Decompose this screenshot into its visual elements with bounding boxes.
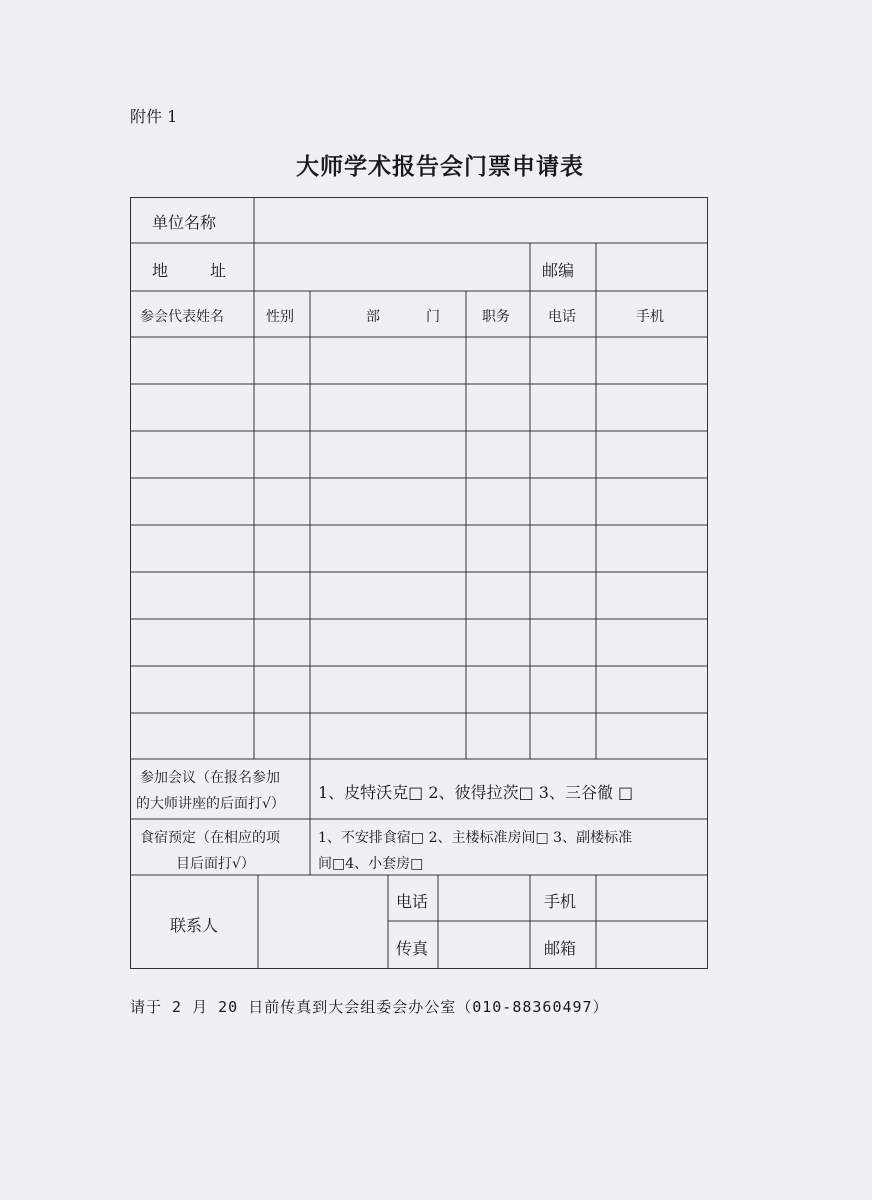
unit-name-label: 单位名称 — [152, 213, 217, 232]
contact-label: 联系人 — [170, 916, 219, 935]
col-mobile: 手机 — [636, 309, 664, 325]
contact-email-label: 邮箱 — [544, 939, 577, 958]
lodging-label-2: 目后面打√） — [176, 856, 255, 872]
col-position: 职务 — [482, 309, 510, 325]
meeting-label-2: 的大师讲座的后面打√） — [136, 796, 285, 812]
col-gender: 性别 — [266, 309, 294, 325]
col-dept-2: 门 — [426, 309, 440, 325]
address-label-2: 址 — [210, 261, 227, 280]
application-form — [130, 197, 708, 969]
address-label-1: 地 — [152, 261, 169, 280]
form-title: 大师学术报告会门票申请表 — [296, 153, 584, 180]
contact-phone-label: 电话 — [396, 892, 429, 911]
lodging-options-1[interactable]: 1、不安排食宿□ 2、主楼标准房间□ 3、副楼标准 — [318, 830, 633, 846]
contact-mobile-label: 手机 — [544, 892, 577, 911]
contact-fax-label: 传真 — [396, 939, 429, 958]
meeting-options[interactable]: 1、皮特沃克□ 2、彼得拉茨□ 3、三谷徹 □ — [318, 783, 634, 802]
col-rep-name: 参会代表姓名 — [140, 309, 224, 325]
col-phone: 电话 — [548, 309, 576, 325]
footer-note: 请于 2 月 20 日前传真到大会组委会办公室（010-88360497） — [130, 998, 609, 1016]
col-dept-1: 部 — [366, 309, 380, 325]
attachment-label: 附件 1 — [130, 107, 178, 126]
lodging-label-1: 食宿预定（在相应的项 — [140, 830, 280, 846]
meeting-label-1: 参加会议（在报名参加 — [140, 770, 280, 786]
postcode-label: 邮编 — [542, 261, 575, 280]
lodging-options-2[interactable]: 间□4、小套房□ — [318, 856, 424, 872]
